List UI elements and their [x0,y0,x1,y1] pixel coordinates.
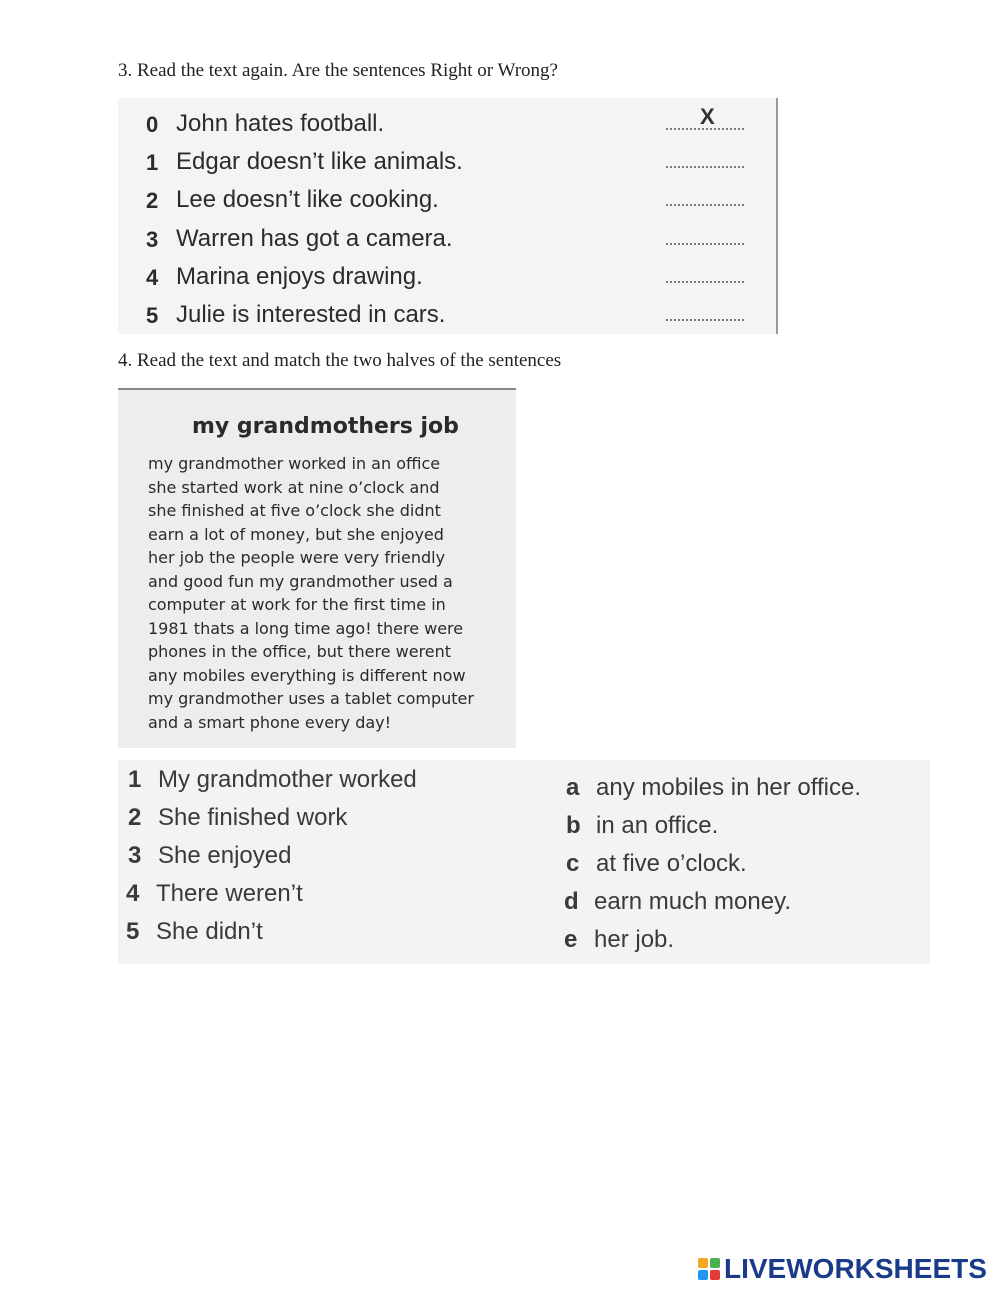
exercise-4-heading: 4. Read the text and match the two halves of the sentences [118,350,562,371]
item-number: 1 [146,150,159,175]
reading-line: computer at work for the first time in [148,595,446,614]
exercise-3-box [118,98,778,334]
sentence-start[interactable] [126,918,263,946]
item-sentence: John hates football. [176,110,385,137]
ending-letter: e [564,926,578,953]
sentence-ending-text: in an office. [596,812,719,839]
sentence-start[interactable] [128,766,417,794]
sentence-ending[interactable] [564,926,674,954]
box-divider [776,98,778,334]
reading-line: and good fun my grandmother used a [148,572,453,591]
exercise-3-item [118,297,758,335]
reading-title: my grandmothers job [192,414,459,439]
sentence-ending-text: her job. [594,926,675,953]
sentence-start[interactable] [126,880,303,908]
ending-letter: d [564,888,579,915]
reading-line: her job the people were very friendly [148,548,446,567]
exercise-3-item [118,106,758,144]
ending-letter: b [566,812,581,839]
logo-text: LIVEWORKSHEETS [724,1253,987,1284]
sentence-ending-text: any mobiles in her office. [596,774,862,801]
sentence-start[interactable] [128,842,291,870]
sentence-ending[interactable] [566,774,861,802]
sentence-number: 1 [128,766,142,793]
item-number: 4 [146,265,159,290]
reading-line: earn a lot of money, but she enjoyed [148,525,444,544]
item-sentence: Warren has got a camera. [176,225,453,252]
sentence-start-text: She enjoyed [158,842,292,869]
liveworksheets-logo [698,1254,987,1284]
item-number: 5 [146,303,159,328]
exercise-3-heading: 3. Read the text again. Are the sentences Right or Wrong? [118,60,558,81]
sentence-start-text: She finished work [158,804,348,831]
answer-blank[interactable] [666,281,744,283]
sentence-ending[interactable] [564,888,791,916]
reading-line: 1981 thats a long time ago! there were [148,619,464,638]
answer-blank[interactable] [666,204,744,206]
item-sentence: Julie is interested in cars. [176,301,446,328]
sentence-number: 3 [128,842,142,869]
exercise-3-item [118,144,758,182]
reading-line: she finished at five o’clock she didnt [148,501,441,520]
sentence-ending-text: earn much money. [594,888,791,915]
reading-line: and a smart phone every day! [148,713,392,732]
wrong-mark: X [700,104,715,129]
exercise-3-item [118,259,758,297]
ending-letter: c [566,850,580,877]
item-number: 3 [146,227,159,252]
sentence-number: 5 [126,918,140,945]
sentence-ending[interactable] [566,850,747,878]
answer-blank[interactable] [666,319,744,321]
sentence-number: 4 [126,880,140,907]
item-sentence: Edgar doesn’t like animals. [176,148,463,175]
reading-top-rule [118,388,516,390]
answer-blank[interactable] [666,166,744,168]
exercise-3-item [118,182,758,220]
item-sentence: Marina enjoys drawing. [176,263,423,290]
sentence-number: 2 [128,804,142,831]
reading-line: phones in the office, but there werent [148,642,452,661]
item-number: 0 [146,112,159,137]
answer-blank[interactable] [666,243,744,245]
sentence-start-text: She didn’t [156,918,263,945]
sentence-start-text: My grandmother worked [158,766,417,793]
reading-line: my grandmother worked in an office [148,454,441,473]
sentence-start[interactable] [128,804,347,832]
matching-box [118,760,930,964]
reading-line: my grandmother uses a tablet computer [148,689,474,708]
exercise-3-item [118,221,758,259]
sentence-ending[interactable] [566,812,718,840]
logo-icon [698,1258,720,1280]
sentence-ending-text: at five o’clock. [596,850,747,877]
ending-letter: a [566,774,580,801]
item-sentence: Lee doesn’t like cooking. [176,186,439,213]
reading-text-box [118,388,516,748]
reading-line: she started work at nine o’clock and [148,478,440,497]
item-number: 2 [146,188,159,213]
sentence-start-text: There weren’t [156,880,303,907]
reading-line: any mobiles everything is different now [148,666,466,685]
